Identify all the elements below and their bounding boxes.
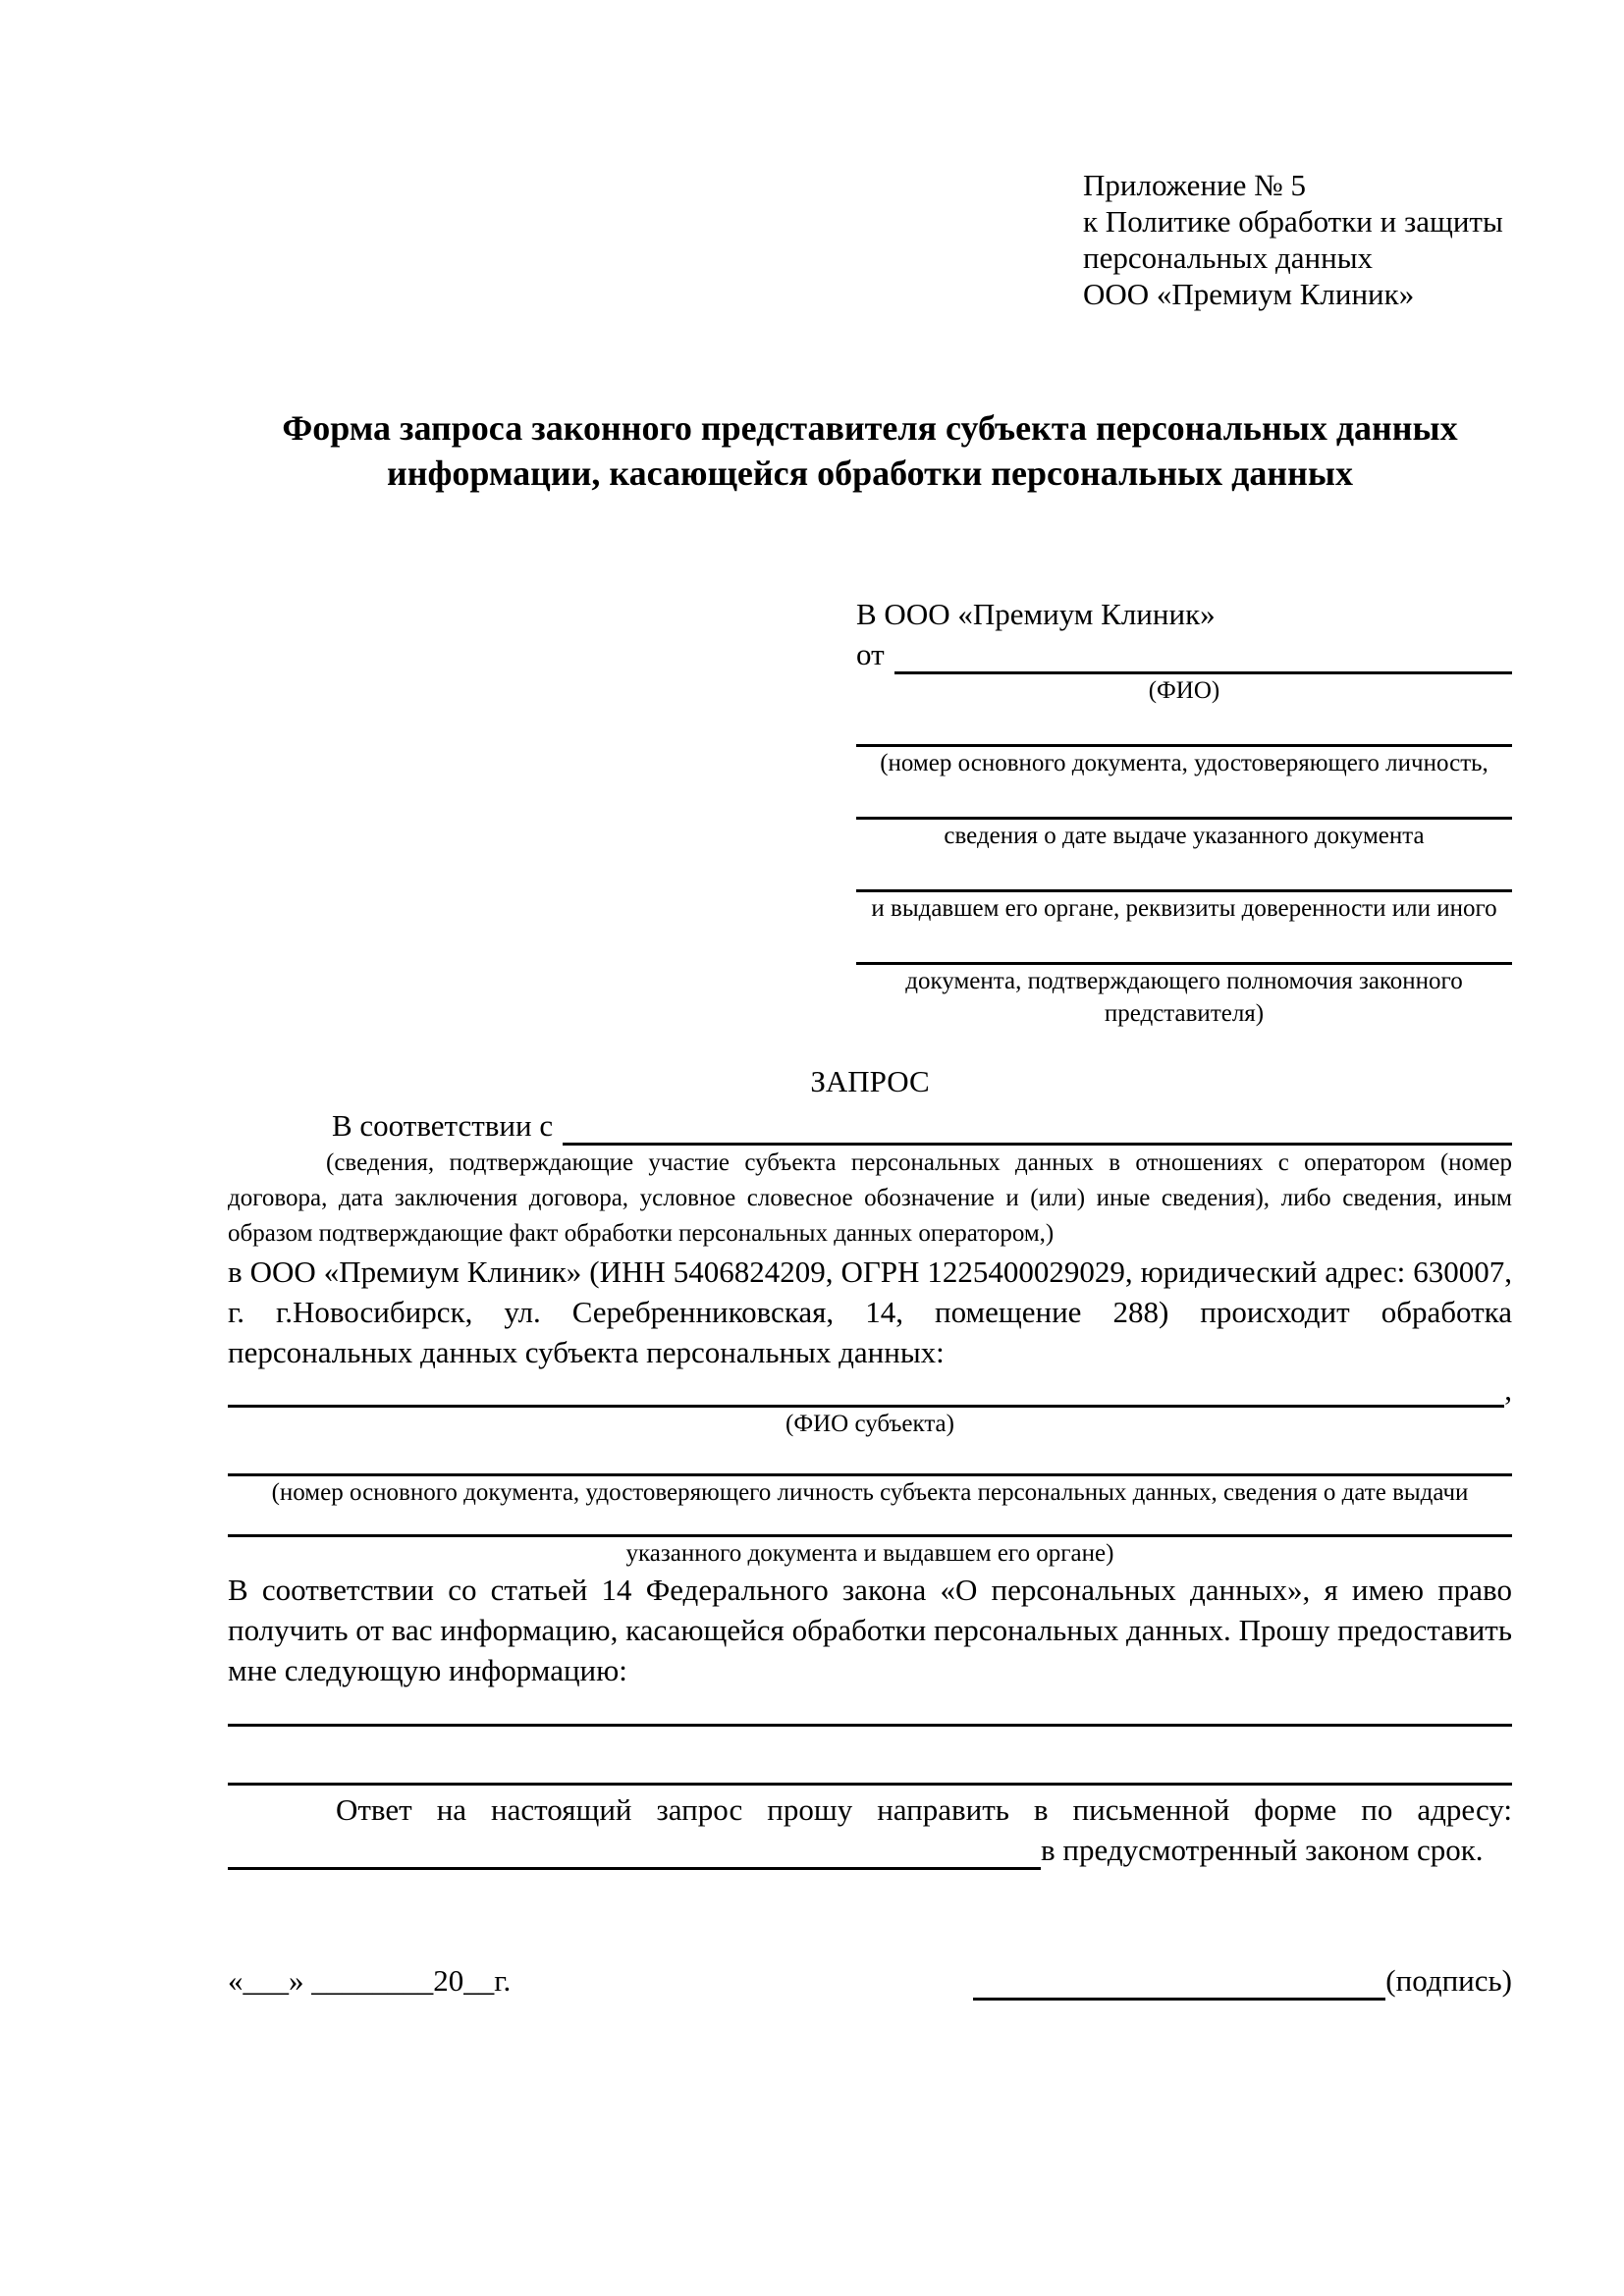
appendix-line-4: ООО «Премиум Клиник» [1083,277,1415,311]
answer-address-row [228,1830,1512,1870]
fio-caption: (ФИО) [1148,677,1220,704]
addressee-block [856,594,1512,1030]
signature-fill-line [973,1968,1385,2001]
subject-fio-caption: (ФИО субъекта) [785,1411,954,1437]
appendix-line-2: к Политике обработки и защиты [1083,204,1503,239]
answer-address-fill-line [228,1834,1041,1870]
request-heading: ЗАПРОС [810,1064,930,1098]
intro-row [228,1105,1512,1146]
intro-caption: (сведения, подтверждающие участие субъекта персональных данных в отношениях с оператором (номер договора, дата заключения договора, условное словесное обозначение и (или) иные сведения), либо сведения, иным образом подтверждающие факт обработки персональных данных оператором,) [228,1149,1512,1247]
representative-doc-caption-2: сведения о дате выдаче указанного документа [944,823,1425,849]
appendix-line-1: Приложение № 5 [1083,168,1306,202]
signature-row [228,1960,1512,2001]
representative-doc-fill-line-1 [856,707,1512,747]
subject-doc-caption-1: (номер основного документа, удостоверяющего личность субъекта персональных данных, сведения о дате выдачи [271,1479,1469,1506]
answer-tail: в предусмотренный законом срок. [1041,1833,1484,1867]
representative-doc-fill-line-2 [856,779,1512,820]
subject-doc-fill-line-2 [228,1509,1512,1537]
answer-paragraph: Ответ на настоящий запрос прошу направить в письменной форме по адресу: [336,1792,1512,1827]
signature-block [973,1960,1512,2001]
representative-doc-fill-line-4 [856,925,1512,965]
representative-doc-fill-line-3 [856,852,1512,892]
requested-info-fill-line-2 [228,1727,1512,1786]
subject-fio-comma: , [1504,1372,1512,1407]
subject-doc-caption-2: указанного документа и выдавшем его органе) [625,1540,1114,1567]
operator-paragraph: в ООО «Премиум Клиник» (ИНН 5406824209, ОГРН 1225400029029, юридический адрес: 630007, г. г.Новосибирск, ул. Серебренниковская, 14, помещение 288) происходит обработка персональных данных субъекта персональных данных: [228,1255,1512,1369]
appendix-line-3: персональных данных [1083,240,1374,275]
signature-caption: (подпись) [1385,1963,1512,1998]
addressee-to: В ООО «Премиум Клиник» [856,597,1216,631]
date-line: «___» ________20__г. [228,1963,512,1998]
representative-doc-caption-3: и выдавшем его органе, реквизиты доверенности или иного [871,895,1497,922]
from-label: от [856,637,885,671]
requested-info-fill-line-1 [228,1690,1512,1727]
intro-label: В соответствии с [332,1108,554,1143]
law-paragraph: В соответствии со статьей 14 Федерального закона «О персональных данных», я имею право получить от вас информацию, касающейся обработки персональных данных. Прошу предоставить мне следующую информацию: [228,1573,1512,1687]
representative-doc-caption-4: документа, подтверждающего полномочия законного представителя) [905,968,1463,1027]
subject-fio-fill-line [228,1385,1504,1408]
subject-doc-fill-line-1 [228,1440,1512,1476]
appendix-block [1083,167,1512,312]
from-row [856,634,1512,674]
document-title: Форма запроса законного представителя субъекта персональных данных информации, касающейся обработки персональных данных [282,408,1458,493]
representative-doc-caption-1: (номер основного документа, удостоверяющего личность, [880,750,1489,776]
subject-fio-row [228,1372,1512,1408]
